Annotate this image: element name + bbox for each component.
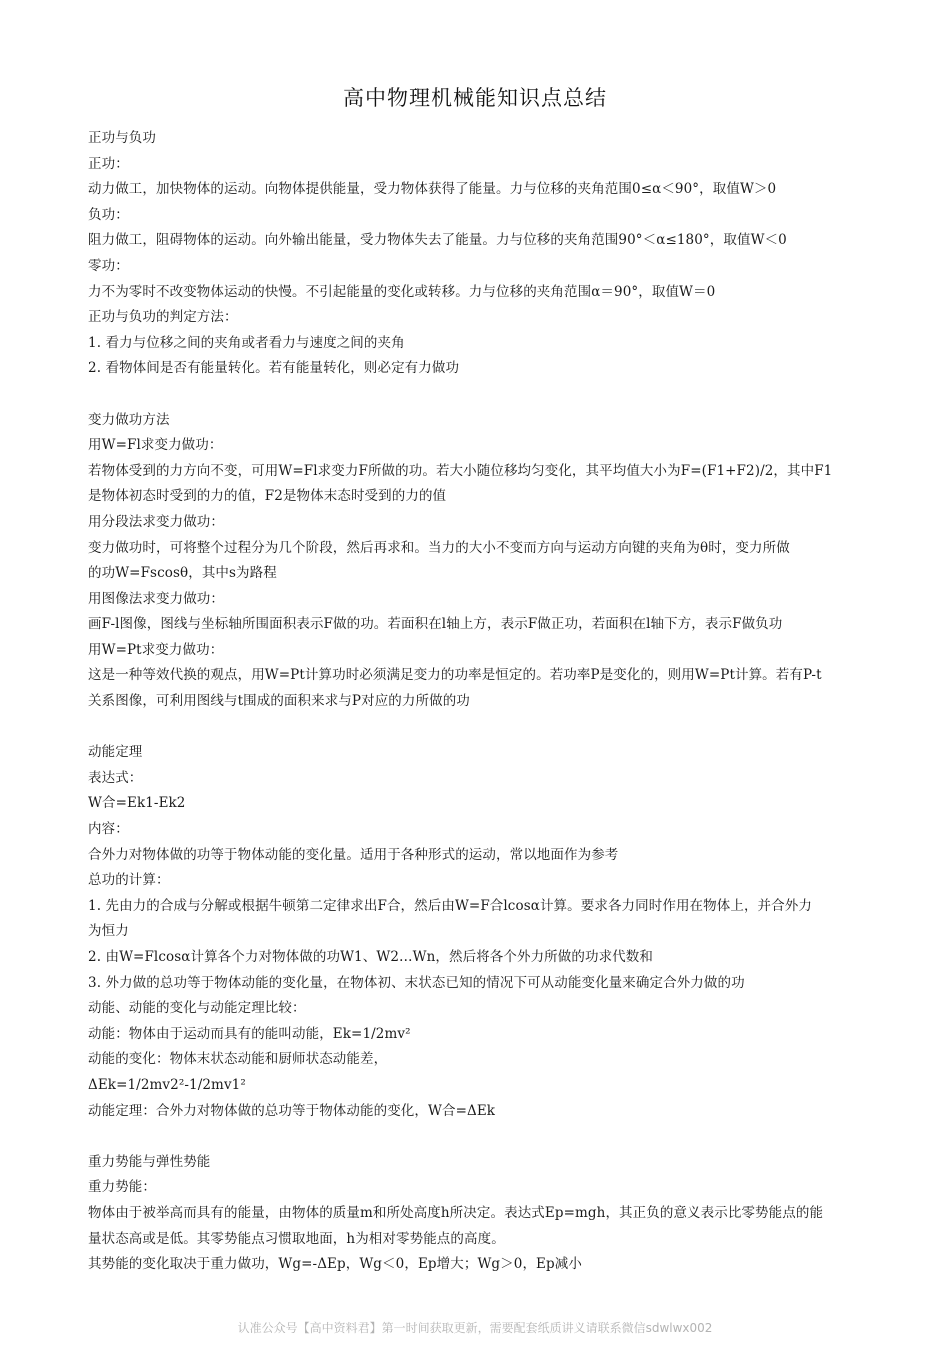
section-heading: 正功与负功: [88, 130, 156, 146]
paragraph-line: 变力做功时，可将整个过程分为几个阶段，然后再求和。当力的大小不变而方向与运动方向键的夹角为θ时，变力所做: [88, 539, 790, 556]
subheading: 正功：: [88, 155, 129, 172]
paragraph-line: 物体由于被举高而具有的能量，由物体的质量m和所处高度h所决定。表达式Ep=mgh，其正负的意义表示比零势能点的能: [88, 1204, 824, 1221]
section-heading: 重力势能与弹性势能: [88, 1153, 211, 1170]
paragraph-line: 的功W=Fscosθ，其中s为路程: [88, 565, 277, 582]
subheading: 表达式：: [88, 769, 143, 786]
list-item: 2. 由W=Flcosα计算各个力对物体做的功W1、W2…Wn，然后将各个外力所做的功求代数和: [88, 949, 653, 965]
section-spacer: [88, 1124, 862, 1150]
section-variable-force: [88, 408, 862, 715]
paragraph-line: 动能定理：合外力对物体做的总功等于物体动能的变化，W合=ΔEk: [88, 1102, 496, 1119]
section-potential-energy: [88, 1150, 862, 1278]
section-spacer: [88, 382, 862, 408]
section-heading: 动能定理: [88, 744, 143, 761]
subheading: 动能、动能的变化与动能定理比较：: [88, 1000, 306, 1017]
section-work-sign: [88, 126, 862, 382]
subheading: 用W=Pt求变力做功：: [88, 641, 224, 658]
section-heading: 变力做功方法: [88, 411, 170, 428]
subheading: 零功：: [88, 257, 129, 274]
paragraph-line: 是物体初态时受到的力的值，F2是物体末态时受到的力的值: [88, 488, 447, 505]
paragraph-line: 若物体受到的力方向不变，可用W=Fl求变力F所做的功。若大小随位移均匀变化，其平均值大小为F=(F1+F2)/2，其中F1: [88, 462, 833, 479]
list-item: 2. 看物体间是否有能量转化。若有能量转化，则必定有力做功: [88, 360, 460, 377]
subheading: 用图像法求变力做功：: [88, 590, 224, 607]
formula-line: W合=Ek1-Ek2: [88, 795, 186, 812]
paragraph-line: 动能：物体由于运动而具有的能叫动能，Ek=1/2mv²: [88, 1025, 411, 1042]
list-item: 1. 看力与位移之间的夹角或者看力与速度之间的夹角: [88, 334, 405, 351]
document-body: [88, 126, 862, 1278]
list-item: 3. 外力做的总功等于物体动能的变化量，在物体初、末状态已知的情况下可从动能变化量来确定合外力做的功: [88, 974, 745, 991]
section-spacer: [88, 715, 862, 741]
paragraph-line: 为恒力: [88, 923, 129, 940]
page-title: 高中物理机械能知识点总结: [343, 86, 607, 110]
paragraph-line: 动能的变化：物体末状态动能和厨师状态动能差，: [88, 1051, 388, 1068]
list-item: 1. 先由力的合成与分解或根据牛顿第二定律求出F合，然后由W=F合lcosα计算。要求各力同时作用在物体上，并合外力: [88, 897, 812, 914]
section-kinetic-energy-theorem: [88, 740, 862, 1124]
paragraph-line: 合外力对物体做的功等于物体动能的变化量。适用于各种形式的运动，常以地面作为参考: [88, 846, 619, 863]
paragraph-line: 阻力做工，阻碍物体的运动。向外输出能量，受力物体失去了能量。力与位移的夹角范围90°＜α≤180°，取值W＜0: [88, 232, 787, 249]
subheading: 用W=Fl求变力做功：: [88, 437, 223, 454]
paragraph-line: 这是一种等效代换的观点，用W=Pt计算功时必须满足变力的功率是恒定的。若功率P是变化的，则用W=Pt计算。若有P-t: [88, 667, 822, 684]
paragraph-line: 量状态高或是低。其零势能点习惯取地面，h为相对零势能点的高度。: [88, 1230, 505, 1247]
subheading: 重力势能：: [88, 1179, 156, 1196]
subheading: 内容：: [88, 821, 129, 838]
subheading: 用分段法求变力做功：: [88, 513, 224, 530]
footer-watermark: 认准公众号【高中资料君】第一时间获取更新，需要配套纸质讲义请联系微信sdwlwx002: [237, 1321, 713, 1335]
formula-line: ΔEk=1/2mv2²-1/2mv1²: [88, 1076, 246, 1093]
subheading: 负功：: [88, 206, 129, 223]
paragraph-line: 关系图像，可利用图线与t围成的面积来求与P对应的力所做的功: [88, 693, 470, 710]
paragraph-line: 力不为零时不改变物体运动的快慢。不引起能量的变化或转移。力与位移的夹角范围α＝90°，取值W＝0: [88, 283, 716, 300]
paragraph-line: 画F-l图像，图线与坐标轴所围面积表示F做的功。若面积在l轴上方，表示F做正功，若面积在l轴下方，表示F做负功: [88, 616, 783, 633]
subheading: 正功与负功的判定方法：: [88, 309, 238, 326]
paragraph-line: 动力做工，加快物体的运动。向物体提供能量，受力物体获得了能量。力与位移的夹角范围0≤α＜90°，取值W＞0: [88, 181, 777, 198]
paragraph-line: 其势能的变化取决于重力做功，Wg=-ΔEp，Wg＜0，Ep增大；Wg＞0，Ep减小: [88, 1256, 582, 1273]
subheading: 总功的计算：: [88, 872, 170, 889]
